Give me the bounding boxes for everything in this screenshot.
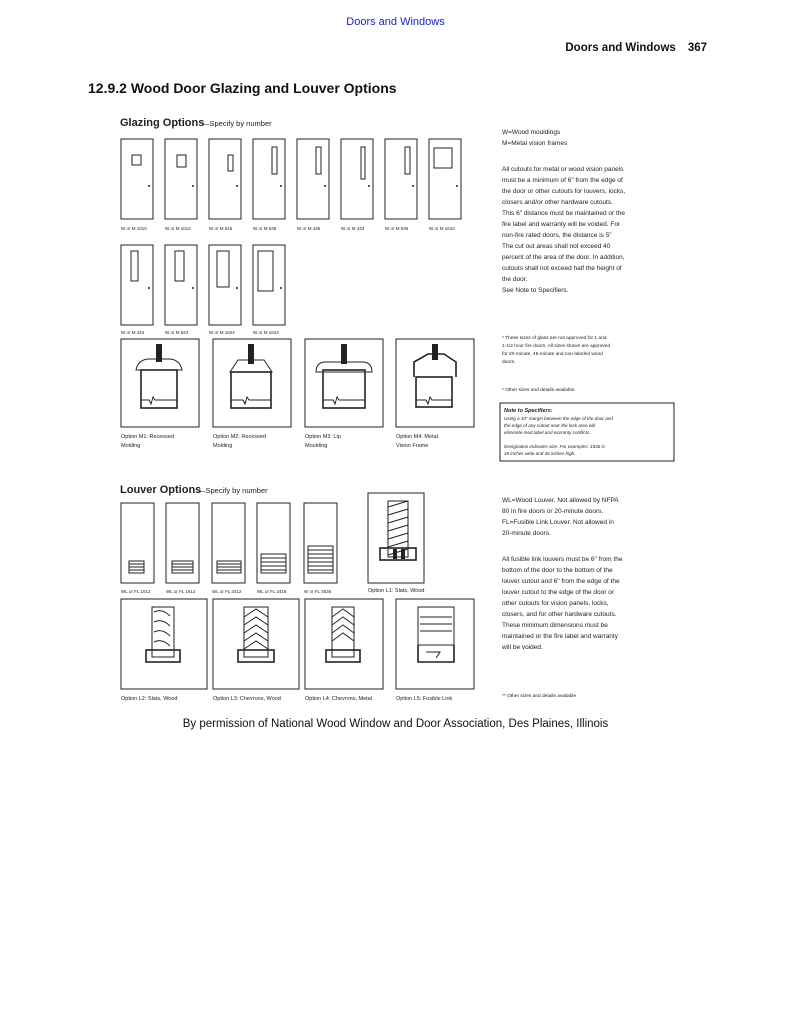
- svg-text:W or M 424: W or M 424: [121, 330, 145, 335]
- louver-l4-detail: [305, 599, 383, 689]
- vision-panel: [131, 251, 138, 281]
- svg-text:cutouts shall not exceed half: cutouts shall not exceed half the height of: [502, 265, 622, 272]
- svg-text:Note to Specifiers:: Note to Specifiers:: [504, 408, 553, 414]
- svg-text:* These sizes of glass are not: * These sizes of glass are not approved for 1 and: [502, 336, 607, 341]
- svg-text:WL or FL 2418: WL or FL 2418: [257, 589, 287, 594]
- glazing-doors-row2: [121, 245, 285, 325]
- glazing-footnote: [502, 335, 610, 393]
- louver-heading: Louver Options: [120, 484, 202, 496]
- svg-text:louver cutout to the edge of t: louver cutout to the edge of the door or: [502, 589, 615, 596]
- door-536: [253, 139, 285, 219]
- svg-text:18 inches wide and 36 inches h: 18 inches wide and 36 inches high.: [504, 451, 576, 456]
- svg-text:This 6" distance must be maint: This 6" distance must be maintained or the: [502, 210, 625, 217]
- vision-panel: [228, 155, 233, 171]
- svg-text:closers, and for other hardwar: closers, and for other hardware cutouts.: [502, 611, 617, 618]
- vision-panel: [217, 251, 229, 287]
- svg-text:must be a minimum of 6" from t: must be a minimum of 6" from the edge of: [502, 177, 623, 184]
- svg-text:doors.: doors.: [502, 360, 516, 365]
- svg-text:W or M 433: W or M 433: [341, 226, 365, 231]
- glazing-row2-labels: [121, 330, 279, 335]
- svg-text:W or M 536: W or M 536: [253, 226, 277, 231]
- door-1012: [165, 139, 197, 219]
- door-l2418: [257, 503, 290, 583]
- svg-text:Molding: Molding: [213, 443, 233, 449]
- vision-panel: [405, 147, 410, 174]
- door-516: [209, 139, 241, 219]
- svg-text:bottom of the door to the bott: bottom of the door to the bottom of the: [502, 567, 613, 574]
- svg-text:Option M1: Recessed: Option M1: Recessed: [121, 434, 174, 440]
- svg-text:W or M 1610: W or M 1610: [429, 226, 455, 231]
- louver-side-text: [501, 497, 623, 651]
- door-l1612: [166, 503, 199, 583]
- door-1624a: [209, 245, 241, 325]
- svg-text:other cutouts for vision panel: other cutouts for vision panels, locks,: [502, 600, 609, 607]
- louver-l3-detail: [213, 599, 299, 689]
- svg-text:Using a 10" margin between the: Using a 10" margin between the edge of the door and: [504, 416, 613, 421]
- option-l1-label: Option L1: Slats, Wood: [368, 588, 425, 594]
- page-number: 367: [687, 42, 707, 54]
- svg-text:Option L4: Chevrons, Metal: Option L4: Chevrons, Metal: [305, 696, 372, 702]
- glazing-row1-labels: [121, 226, 455, 231]
- door-433: [341, 139, 373, 219]
- louver-bottom-details: [121, 599, 474, 689]
- svg-text:Moulding: Moulding: [305, 443, 328, 449]
- svg-text:All cutouts for metal or wood: All cutouts for metal or wood vision panels: [502, 166, 624, 173]
- molding-m3-detail: [305, 339, 383, 427]
- svg-text:W or M 1010: W or M 1010: [121, 226, 147, 231]
- vision-panel: [132, 155, 141, 165]
- svg-text:The cut out areas shall not ex: The cut out areas shall not exceed 40: [502, 243, 611, 250]
- svg-text:the door or other cutouts for: the door or other cutouts for louvers, locks,: [502, 188, 626, 195]
- svg-text:W=Wood mouldings: W=Wood mouldings: [502, 129, 561, 136]
- svg-text:W or FL 3636: W or FL 3636: [304, 589, 332, 594]
- svg-text:non-fire rated doors, the dist: non-fire rated doors, the distance is 5": [502, 232, 612, 239]
- vision-panel: [258, 251, 273, 291]
- svg-text:1-1/2 hour fire doors. All siz: 1-1/2 hour fire doors. All sizes shown are approved: [502, 344, 610, 349]
- svg-text:W or M 824: W or M 824: [165, 330, 189, 335]
- svg-text:louver cutout and 6" from the: louver cutout and 6" from the edge of the: [502, 578, 620, 585]
- molding-details: [121, 339, 474, 427]
- door-options-figure: [118, 112, 680, 704]
- svg-text:maintained or the fire label a: maintained or the fire label and warranty: [502, 633, 618, 640]
- doors-and-windows-link[interactable]: Doors and Windows: [346, 16, 445, 28]
- svg-text:the door.: the door.: [502, 276, 528, 283]
- svg-text:FL=Fusible Link Louver. Not a: FL=Fusible Link Louver. Not allowed in: [502, 519, 614, 526]
- svg-text:W or M 1012: W or M 1012: [165, 226, 191, 231]
- vision-panel: [361, 147, 365, 179]
- svg-text:will be voided.: will be voided.: [502, 644, 543, 651]
- svg-text:Option L2: Slats, Wood: Option L2: Slats, Wood: [121, 696, 178, 702]
- door-l1012: [121, 503, 154, 583]
- svg-text:M=Metal vision frames: M=Metal vision frames: [502, 140, 568, 147]
- glazing-side-text: [502, 129, 625, 294]
- svg-text:percent of the area of the doo: percent of the area of the door. In addition,: [502, 254, 625, 261]
- figure-caption: By permission of National Wood Window and Door Association, Des Plaines, Illinois: [182, 718, 609, 730]
- molding-labels: [121, 434, 438, 449]
- molding-m4-detail: [396, 339, 474, 427]
- louver-doors: [121, 493, 424, 583]
- vision-panel: [272, 147, 277, 174]
- section-title: 12.9.2 Wood Door Glazing and Louver Options: [88, 80, 397, 96]
- vision-panel: [316, 147, 321, 174]
- svg-text:W or M 636: W or M 636: [385, 226, 409, 231]
- svg-text:W or M 436: W or M 436: [297, 226, 321, 231]
- door-824: [165, 245, 197, 325]
- svg-text:fire label and warranty will b: fire label and warranty will be voided. For: [502, 221, 621, 228]
- running-header: [565, 42, 707, 54]
- molding-m2-detail: [213, 339, 291, 427]
- louver-subheading: —Specify by number: [198, 486, 268, 495]
- glazing-doors-row1: [121, 139, 461, 219]
- svg-text:80 in fire doors or 20-minute: 80 in fire doors or 20-minute doors.: [502, 508, 604, 515]
- svg-text:closers and/or other hardware: closers and/or other hardware cutouts.: [502, 199, 613, 206]
- svg-text:W or M 1624: W or M 1624: [209, 330, 235, 335]
- svg-text:W or M 1624: W or M 1624: [253, 330, 279, 335]
- louver-bottom-labels: [121, 696, 453, 702]
- glazing-heading: Glazing Options: [120, 117, 205, 129]
- vision-panel: [434, 148, 452, 168]
- door-l3636: [304, 503, 337, 583]
- svg-text:20-minute doors.: 20-minute doors.: [502, 530, 551, 537]
- louver-footnote: ** Other sizes and details available: [502, 694, 577, 699]
- svg-text:WL or FL 1612: WL or FL 1612: [166, 589, 196, 594]
- svg-text:Vision Frame: Vision Frame: [396, 443, 429, 449]
- glazing-subheading: —Specify by number: [202, 119, 272, 128]
- louver-l2-detail: [121, 599, 207, 689]
- svg-text:WL or FL 1012: WL or FL 1012: [121, 589, 151, 594]
- svg-text:for 20-minute, 45-minute and n: for 20-minute, 45-minute and non-labeled wood: [502, 352, 603, 357]
- svg-text:Option M3: Lip: Option M3: Lip: [305, 434, 341, 440]
- svg-text:eliminate mod label and warran: eliminate mod label and warranty conflicts.: [504, 430, 591, 435]
- svg-text:See Note to Specifiers.: See Note to Specifiers.: [502, 287, 569, 294]
- molding-m1-detail: [121, 339, 199, 427]
- note-to-specifiers-box: [500, 403, 674, 461]
- door-l2412: [212, 503, 245, 583]
- svg-text:Option M4: Metal: Option M4: Metal: [396, 434, 438, 440]
- svg-text:* Other sizes and details avai: * Other sizes and details available.: [502, 388, 576, 393]
- door-436: [297, 139, 329, 219]
- svg-text:Designation indicates size. Fo: Designation indicates size. For examples: 1836 is: [504, 444, 605, 449]
- svg-text:the edge of any cutout near th: the edge of any cutout near the lock area will: [504, 423, 596, 428]
- svg-text:WL=Wood Louver. Not allowed b: WL=Wood Louver. Not allowed by NFPA: [502, 497, 619, 504]
- vision-panel: [175, 251, 184, 281]
- svg-text:Option M2: Recessed: Option M2: Recessed: [213, 434, 266, 440]
- svg-text:Molding: Molding: [121, 443, 141, 449]
- vision-panel: [177, 155, 186, 167]
- svg-text:These minimum dimensions must: These minimum dimensions must be: [502, 622, 608, 629]
- svg-text:Option L5: Fusible Link: Option L5: Fusible Link: [396, 696, 453, 702]
- door-636: [385, 139, 417, 219]
- door-1010: [121, 139, 153, 219]
- svg-text:W or M 516: W or M 516: [209, 226, 233, 231]
- louver-door-labels: [121, 589, 332, 594]
- door-424: [121, 245, 153, 325]
- louver-l1-detail: [368, 493, 424, 583]
- svg-text:WL or FL 2412: WL or FL 2412: [212, 589, 242, 594]
- svg-text:All fusible link louvers must: All fusible link louvers must be 6" from the: [502, 556, 623, 563]
- running-title: Doors and Windows: [565, 42, 676, 54]
- louver-l5-detail: [396, 599, 474, 689]
- svg-text:Option L3: Chevrons, Wood: Option L3: Chevrons, Wood: [213, 696, 281, 702]
